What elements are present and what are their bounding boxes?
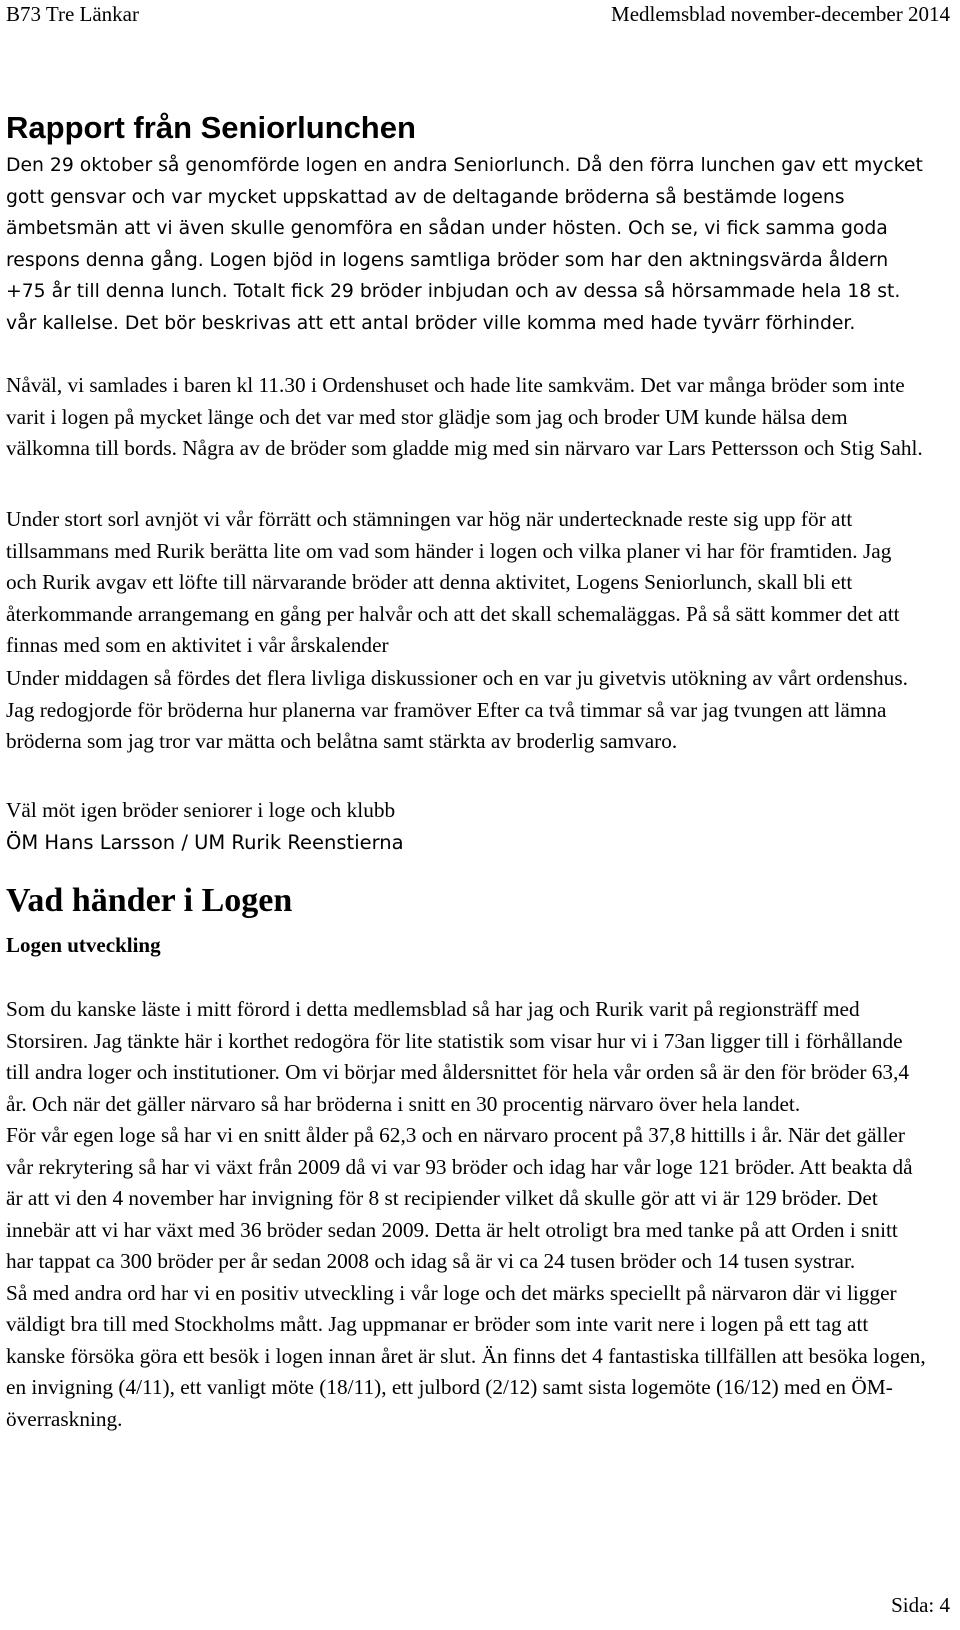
seniorlunch-closing [6,795,926,858]
signature: ÖM Hans Larsson / UM Rurik Reenstierna [6,830,404,854]
paragraph-gathering: Nåväl, vi samlades i baren kl 11.30 i Ordenshuset och hade lite samkväm. Det var många bröder som inte varit i logen på mycket länge och det var med stor glädje som jag och broder UM kunde hälsa dem välkomna till bords. Några av de bröder som gladde mig med sin närvaro var Lars Pettersson och Stig Sahl. [6,373,923,460]
paragraph-starter: Under stort sorl avnjöt vi vår förrätt och stämningen var hög när undertecknade reste sig upp för att tillsammans med Rurik berätta lite om vad som händer i logen och vilka planer vi har för framtiden. Jag och Rurik avgav ett löfte till närvarande bröder att denna aktivitet, Logens Seniorlunch, skall bli ett återkommande arrangemang en gång per halvår och att det skall schemaläggas. På så sätt kommer det att finnas med som en aktivitet i vår årskalender [6,507,900,657]
paragraph-dinner: Under middagen så fördes det flera livliga diskussioner och en var ju givetvis utökning av vårt ordenshus. Jag redogjorde för bröderna hur planerna var framöver Efter ca två timmar så var jag tvungen att lämna bröderna som jag tror var mätta och belåtna samt stärkta av broderlig samvaro. [6,666,908,753]
section-title-seniorlunch: Rapport från Seniorlunchen [6,110,416,145]
closing-line: Väl möt igen bröder seniorer i loge och klubb [6,798,396,822]
seniorlunch-body-2 [6,504,926,662]
header-issue: Medlemsblad november-december 2014 [611,2,950,26]
seniorlunch-intro [6,150,926,339]
paragraph-statistik: Som du kanske läste i mitt förord i detta medlemsblad så har jag och Rurik varit på regionsträff med Storsiren. Jag tänkte här i korthet redogöra för lite statistik som visar hur vi i 73an ligger till i förhållande till andra loger och institutioner. Om vi börjar med åldersnittet för hela vår orden så är den för bröder 63,4 år. Och när det gäller närvaro så har bröderna i snitt en 30 procentig närvaro över hela landet. [6,997,910,1116]
utveckling-body [6,994,926,1435]
seniorlunch-body-3 [6,663,926,758]
page-number: Sida: 4 [891,1593,950,1617]
section-subtitle-utveckling: Logen utveckling [6,933,161,957]
header-lodge-name: B73 Tre Länkar [6,2,139,26]
paragraph-egen-loge: För vår egen loge så har vi en snitt ålder på 62,3 och en närvaro procent på 37,8 hittills i år. När det gäller vår rekrytering så har vi växt från 2009 då vi var 93 bröder och idag har vår loge 121 bröder. Att beakta då är att vi den 4 november har invigning för 8 st recipiender vilket då skulle gör att vi är 129 bröder. Det innebär att vi har växt med 36 bröder sedan 2009. Detta är helt otroligt bra med tanke på att Orden i snitt har tappat ca 300 bröder per år sedan 2008 och idag så är vi ca 24 tusen bröder och 14 tusen systrar. [6,1123,913,1273]
page-header [6,2,950,34]
section-title-logen: Vad händer i Logen [6,882,293,919]
seniorlunch-body [6,370,926,465]
paragraph-intro: Den 29 oktober så genomförde logen en andra Seniorlunch. Då den förra lunchen gav ett mycket gott gensvar och var mycket uppskattad av de deltagande bröderna så bestämde logens ämbetsmän att vi även skulle genomföra en sådan under hösten. Och se, vi fick samma goda respons denna gång. Logen bjöd in logens samtliga bröder som har den aktningsvärda åldern +75 år till denna lunch. Totalt fick 29 bröder inbjudan och av dessa så hörsammade hela 18 st. vår kallelse. Det bör beskrivas att ett antal bröder ville komma med hade tyvärr förhinder. [6,155,923,334]
paragraph-positiv-utveckling: Så med andra ord har vi en positiv utveckling i vår loge och det märks speciellt på närvaron där vi ligger väldigt bra till med Stockholms mått. Jag uppmanar er bröder som inte varit nere i logen på ett tag att kanske försöka göra ett besök i logen innan året är slut. Än finns det 4 fantastiska tillfällen att besöka logen, en invigning (4/11), ett vanligt möte (18/11), ett julbord (2/12) samt sista logemöte (16/12) med en ÖM-överraskning. [6,1280,926,1431]
